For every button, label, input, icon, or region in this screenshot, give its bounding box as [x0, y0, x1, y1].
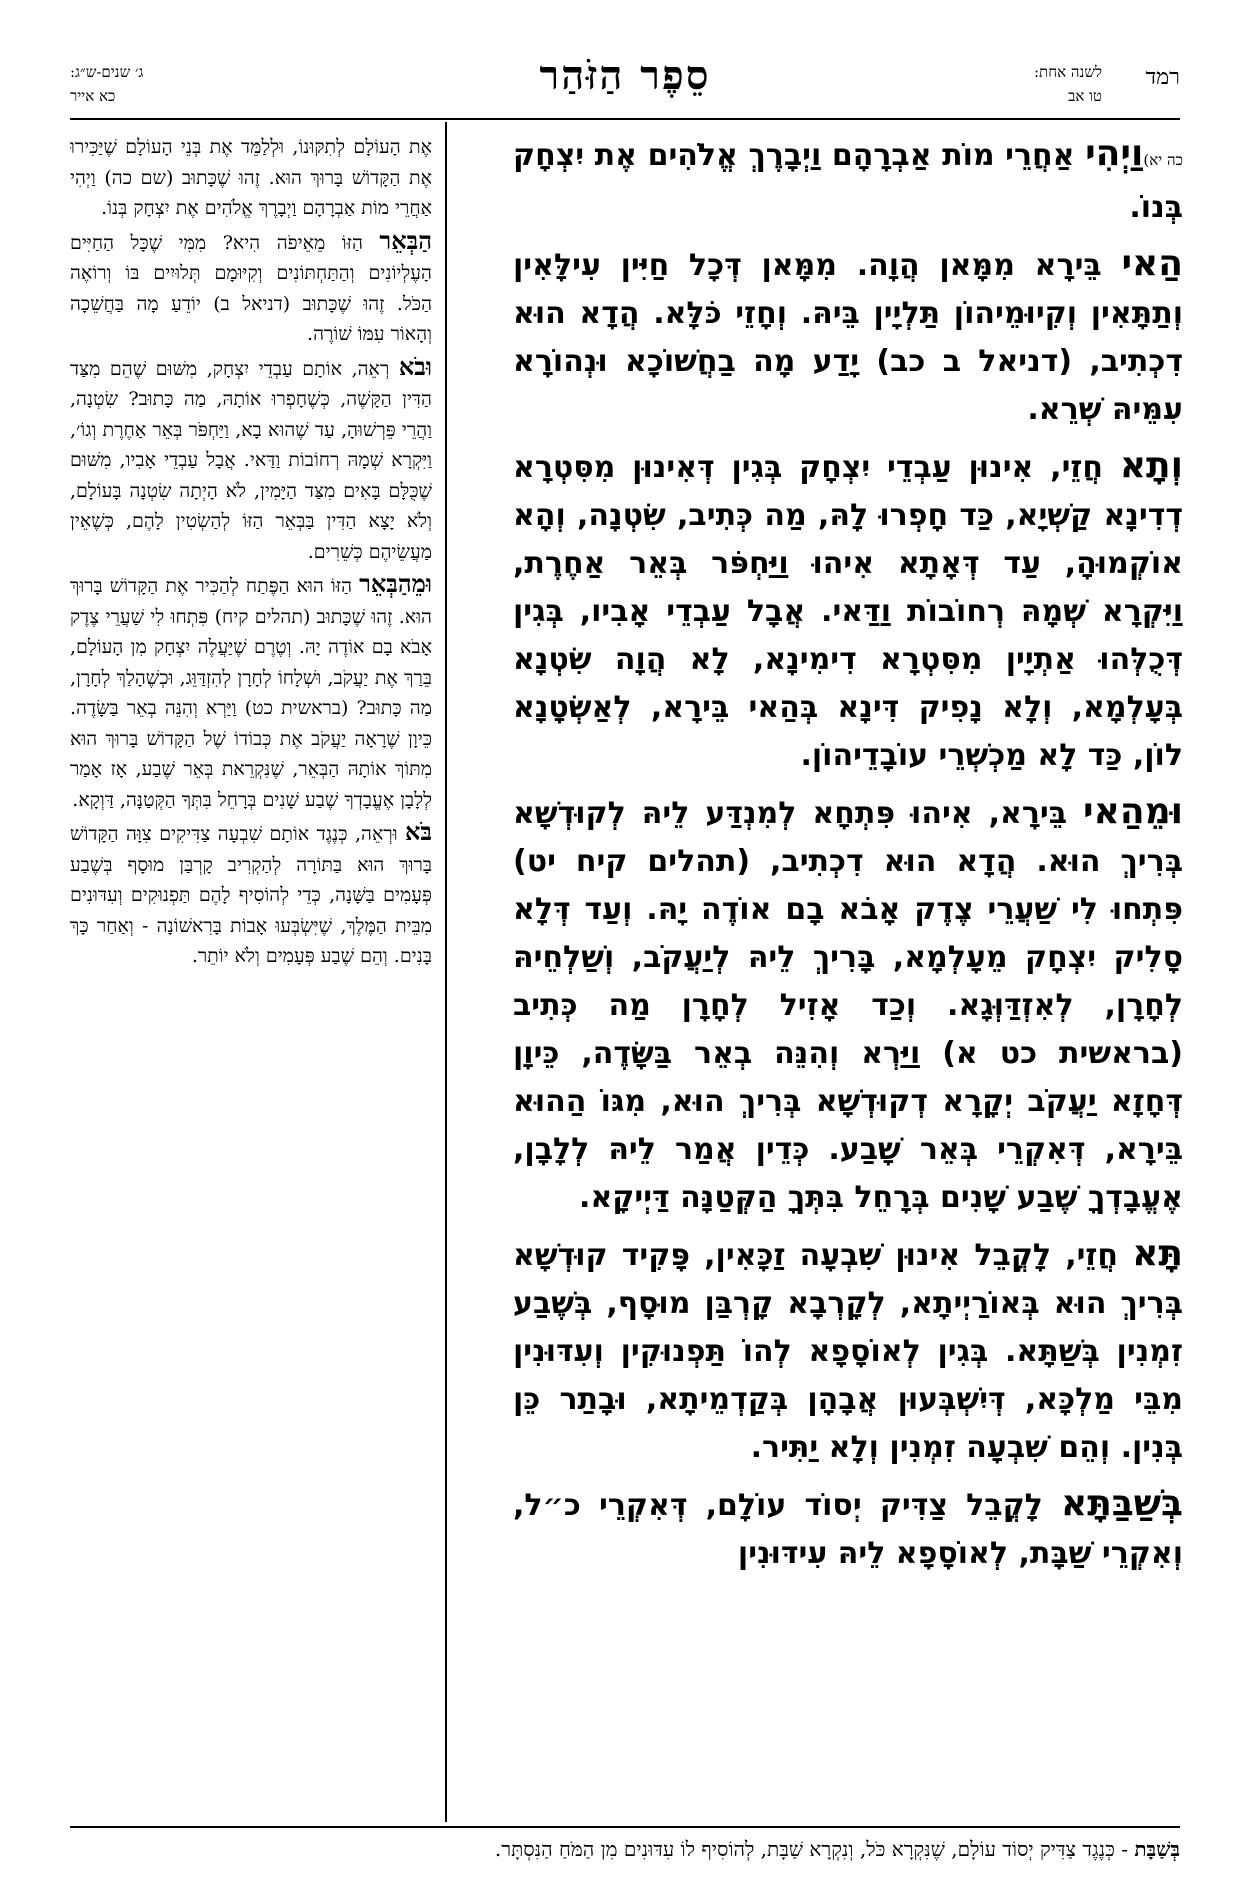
paragraph-lead-word: בְּשַׁבַּתָּא [1060, 1483, 1183, 1524]
main-paragraph [513, 1230, 1183, 1472]
paragraph-lead-word: תָּא [1132, 1233, 1183, 1274]
paragraph-lead-word: בֹּא [405, 817, 432, 846]
main-paragraph [513, 240, 1183, 434]
paragraph-text: בֵּירָא מִמָּאן הֲוָה. מִמָּאן דְּכָל חַיִּין עִילָּאִין וְתַתָּאִין וְקִיוּמֵיהוֹן תַּלְיָין בֵּיהּ. וְחָזֵי כֹּלָּא. הֲדָא הוּא דִכְתִיב, (דניאל ב כב) יָדַע מָה בַחֲשׁוֹכָא וּנְהוֹרָא עִמֵּיהּ שְׁרֵא. [513, 248, 1183, 427]
translation-paragraph [70, 226, 432, 350]
paragraph-text: בֵּירָא, אִיהוּ פִּתְחָא לְמִנְדַּע לֵיהּ לְקוּדְשָׁא בְּרִיךְ הוּא. הֲדָא הוּא דִכְתִיב, (תהלים קיח יט) פִּתְחוּ לִי שַׁעֲרֵי צֶדֶק אָבֹא בָם אוֹדֶה יָהּ. וְעַד דְּלָא סָלִיק יִצְחָק מֵעָלְמָא, בָּרִיךְ לֵיהּ לְיַעֲקֹב, וְשַׁלְחֵיהּ לְחָרָן, לְאִזְדַּוְּגָא. וְכַד אָזִיל לְחָרָן מַה כְּתִיב (בראשית כט א) וַיַּרְא וְהִנֵּה בְאֵר בַּשָּׂדֶה, כֵּיוָן דְּחָזָא יַעֲקֹב יְקָרָא דְקוּדְשָׁא בְּרִיךְ הוּא, מִגּוֹ הַהוּא בֵּירָא, דְּאִקְרֵי בְּאֵר שָׁבַע. כְּדֵין אֲמַר לֵיהּ לְלָבָן, אֶעֱבָדְךָ שֶׁבַע שָׁנִים בְּרָחֵל בִּתְּךָ הַקְּטַנָּה דַּיְיקָא. [513, 796, 1183, 1215]
book-title: סֵפֶר הַזֹּהַר [539, 52, 711, 99]
translation-paragraph [70, 352, 432, 568]
paragraph-lead-word: הַאי [1121, 243, 1183, 284]
main-paragraph [513, 1480, 1183, 1578]
translation-paragraph [70, 130, 432, 224]
paragraph-lead-word: וּמֵהַאי [1083, 791, 1183, 832]
paragraph-text: וּרְאֵה, כְּנֶגֶד אוֹתָם שִׁבְעָה צַדִּיקִים צִוָּה הַקָּדוֹשׁ בָּרוּךְ הוּא בַּתּוֹרָה לְהַקְרִיב קָרְבַּן מוּסָף בְּשֶׁבַע פְּעָמִים בַּשָּׁנָה, כְּדֵי לְהוֹסִיף לָהֶם תַּפְנוּקִים וְעִדּוּנִים מִבֵּית הַמֶּלֶךְ, שֶׁיִּשְׂבְּעוּ אָבוֹת בָּרִאשׁוֹנָה - וְאַחַר כָּךְ בָּנִים. וְהֵם שֶׁבַע פְּעָמִים וְלֹא יוֹתֵר. [70, 823, 432, 967]
footer-text: - כְּנֶגֶד צַדִּיק יְסוֹד עוֹלָם, שֶׁנִּקְרָא כֹּל, וְנִקְרָא שַׁבָּת, לְהוֹסִיף לוֹ עִדּוּנִים מִן הַמֹּחַ הַנִּסְתָּר. [494, 1837, 1135, 1861]
footer-translation-line [70, 1826, 1180, 1864]
translation-paragraph [70, 569, 432, 815]
study-date-three-years: כא אייר [70, 87, 116, 105]
paragraph-lead-word: וּמֵהַבְּאֵר [359, 569, 432, 598]
paragraph-text: לָקֳבֵל צַדִּיק יְסוֹד עוֹלָם, דְּאִקְרֵי כ״ל, וְאִקְרֵי שַׁבָּת, לְאוֹסָפָא לֵיהּ עִידּוּנִין [513, 1488, 1183, 1571]
paragraph-lead-word: וַיְהִי [1085, 133, 1144, 174]
paragraph-lead-word: הַבְּאֵר [379, 225, 432, 255]
translation-paragraph [70, 817, 432, 972]
paragraph-lead-word: וּבֹא [398, 351, 432, 381]
main-paragraph [513, 442, 1183, 780]
footer-lead-word: בְּשַׁבָּת [1134, 1837, 1180, 1861]
paragraph-text: הַזּוֹ מֵאֵיפֹה הִיא? מִמִּי שֶׁכָּל הַחַיִּים הָעֶלְיוֹנִים וְהַתַּחְתּוֹנִים וְקִיּוּמָם תְּלוּיִים בּוֹ וְרוֹאֶה הַכֹּל. זֶהוּ שֶׁכָּתוּב (דניאל ב) יוֹדֵעַ מָה בַּחֲשֵׁכָה וְהָאוֹר עִמּוֹ שׁוֹרֶה. [70, 231, 432, 345]
paragraph-text: חֲזֵי, לָקֳבֵל אִינוּן שִׁבְעָה זַכָּאִין, פָּקִיד קוּדְשָׁא בְּרִיךְ הוּא בְּאוֹרַיְיתָא, לְקָרְבָא קָרְבַּן מוּסָף, בְּשֶׁבַע זִמְנִין בְּשַׁתָּא. בְּגִין לְאוֹסָפָא לְהוֹ תַּפְנוּקִין וְעִדּוּנִין מִבֵּי מַלְכָּא, דְּיִשְׁבְּעוּן אֲבָהָן בְּקַדְמֵיתָא, וּבָתַר כֵּן בְּנִין. וְהֵם שִׁבְעָה זִמְנִין וְלָא יַתִּיר. [513, 1238, 1183, 1465]
study-plan-three-years: ג׳ שנים-ש״ג: [70, 63, 144, 81]
header-left-block [70, 60, 143, 108]
paragraph-lead-word: וְתָא [1119, 445, 1183, 486]
page-number: רמד [1145, 65, 1180, 90]
hebrew-translation-column [70, 130, 432, 1820]
paragraph-text: אֶת הָעוֹלָם לְתִקּוּנוֹ, וּלְלַמֵּד אֶת בְּנֵי הָעוֹלָם שֶׁיַּכִּירוּ אֶת הַקָּדוֹשׁ בָּרוּךְ הוּא. זֶהוּ שֶׁכָּתוּב (שם כה) וַיְהִי אַחֲרֵי מוֹת אַבְרָהָם וַיְבָרֶךְ אֱלֹהִים אֶת יִצְחָק בְּנוֹ. [70, 136, 432, 219]
study-date-one-year: טו אב [1068, 87, 1102, 105]
study-plan-one-year: לשנה אחת: [1034, 63, 1102, 81]
paragraph-text: הַזּוֹ הוּא הַפֶּתַח לְהַכִּיר אֶת הַקָּדוֹשׁ בָּרוּךְ הוּא. זֶהוּ שֶׁכָּתוּב (תהלים קיח) פִּתְחוּ לִי שַׁעֲרֵי צֶדֶק אָבֹא בָם אוֹדֶה יָהּ. וְטֶרֶם שֶׁיַּעֲלֶה יִצְחָק מִן הָעוֹלָם, בֵּרַךְ אֶת יַעֲקֹב, וּשְׁלָחוֹ לְחָרָן לְהִזְדַּוֵּג, וּכְשֶׁהָלַךְ לְחָרָן, מַה כָּתוּב? (בראשית כט) וַיַּרְא וְהִנֵּה בְאֵר בַּשָּׂדֶה. כֵּיוָן שֶׁרָאָה יַעֲקֹב אֶת כְּבוֹדוֹ שֶׁל הַקָּדוֹשׁ בָּרוּךְ הוּא מִתּוֹךְ אוֹתָהּ הַבְּאֵר, שֶׁנִּקְרֵאת בְּאֵר שֶׁבַע, אָז אָמַר לְלָבָן אֶעֱבָדְךָ שֶׁבַע שָׁנִים בְּרָחֵל בִּתְּךָ הַקְּטַנָּה, דַּוְקָא. [70, 575, 432, 811]
paragraph-text: רְאֵה, אוֹתָם עַבְדֵי יִצְחָק, מִשּׁוּם שֶׁהֵם מִצַּד הַדִּין הַקָּשֶׁה, כְּשֶׁחָפְרוּ אוֹתָהּ, מַה כָּתוּב? שִׂטְנָה, וַהֲרֵי פֵּרְשׁוּהָ, עַד שֶׁהוּא בָא, וַיַּחְפֹּר בְּאֵר אַחֶרֶת וְגוֹ׳, וַיִּקְרָא שְׁמָהּ רְחוֹבוֹת וַדַּאי. אֲבָל עַבְדֵי אָבִיו, מִשּׁוּם שֶׁכֻּלָּם בָּאִים מִצַּד הַיָּמִין, לֹא הָיְתָה שִׂטְנָה בָּעוֹלָם, וְלֹא יָצָא הַדִּין בַּבְּאֵר הַזּוֹ לְהַשְׂטִין לָהֶם, כְּשֶׁאֵין מַעֲשֵׂיהֶם כְּשֵׁרִים. [70, 357, 432, 563]
verse-reference: כה יא) [1143, 151, 1183, 169]
main-paragraph [513, 130, 1183, 232]
header-rule [70, 118, 1180, 120]
main-paragraph [513, 788, 1183, 1222]
paragraph-text: חֲזֵי, אִינוּן עַבְדֵי יִצְחָק בְּגִין דְּאִינוּן מִסִּטְרָא דְדִינָא קַשְׁיָא, כַּד חָפְרוּ לָהּ, מַה כְּתִיב, שִׂטְנָה, וְהָא אוֹקְמוּהָ, עַד דְּאָתָא אִיהוּ וַיַּחְפֹּר בְּאֵר אַחֶרֶת, וַיִּקְרָא שְׁמָהּ רְחוֹבוֹת וַדַּאי. אֲבָל עַבְדֵי אָבִיו, בְּגִין דְּכֻלְּהוּ אַתְיָין מִסִּטְרָא דִימִינָא, לָא הֲוָה שִׂטְנָא בְּעָלְמָא, וְלָא נָפִיק דִּינָא בְּהַאי בֵּירָא, לְאַשְׂטָנָא לוֹן, כַּד לָא מַכְשְׁרֵי עוֹבָדֵיהוֹן. [513, 450, 1183, 773]
paragraph-text: אַחֲרֵי מוֹת אַבְרָהָם וַיְבָרֶךְ אֱלֹהִים אֶת יִצְחָק בְּנוֹ. [513, 138, 1183, 225]
aramaic-text-column [513, 130, 1183, 1810]
page-header [70, 52, 1180, 122]
column-divider [445, 122, 447, 1822]
